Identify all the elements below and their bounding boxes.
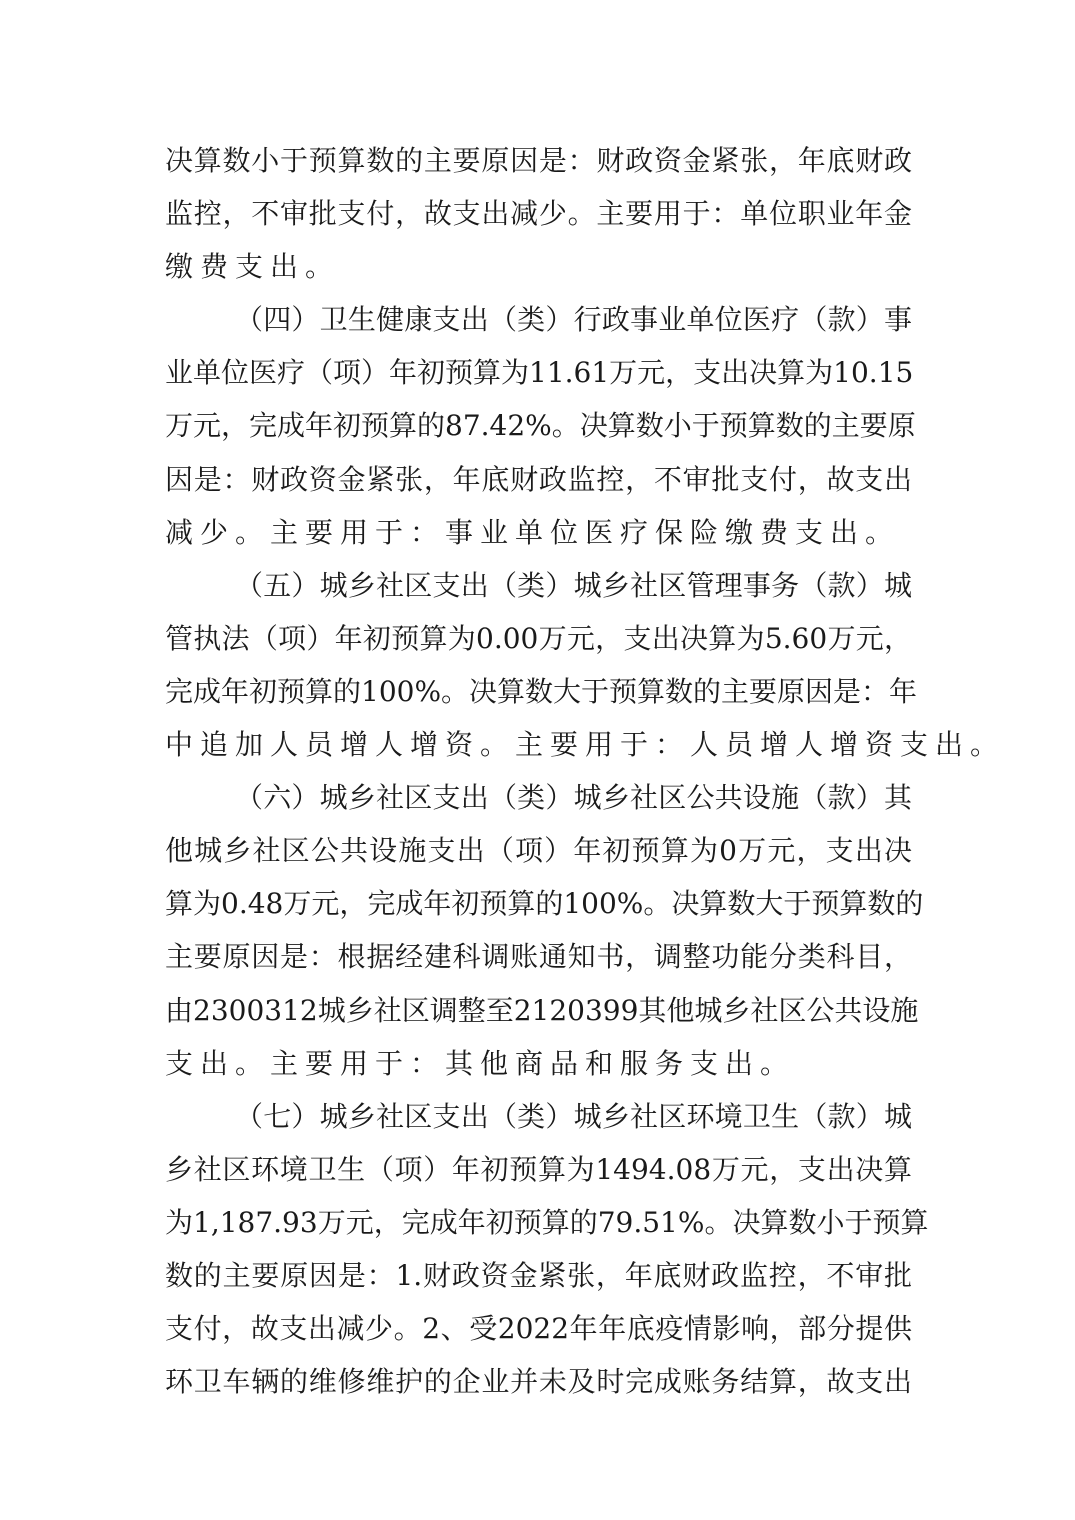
text-line: 算为0.48万元，完成年初预算的100%。决算数大于预算数的 [165, 887, 924, 921]
text-line: 中追加人员增人增资。主要用于：人员增人增资支出。 [165, 728, 1006, 762]
text-line: 减少。主要用于：事业单位医疗保险缴费支出。 [165, 515, 901, 549]
text-line: 环卫车辆的维修维护的企业并未及时完成账务结算，故支出 [165, 1365, 912, 1399]
text-line: 乡社区环境卫生（项）年初预算为1494.08万元，支出决算 [165, 1152, 912, 1186]
text-line: 监控，不审批支付，故支出减少。主要用于：单位职业年金 [165, 197, 912, 231]
text-line: 为1,187.93万元，完成年初预算的79.51%。决算数小于预算 [165, 1205, 929, 1239]
text-line: 决算数小于预算数的主要原因是：财政资金紧张，年底财政 [165, 144, 912, 177]
paragraph-health [165, 293, 916, 558]
text-line: 支出。主要用于：其他商品和服务支出。 [165, 1046, 796, 1080]
paragraph-sanitation [165, 1090, 929, 1409]
text-line: 万元，完成年初预算的87.42%。决算数小于预算数的主要原 [165, 409, 916, 443]
text-line: 由2300312城乡社区调整至2120399其他城乡社区公共设施 [165, 993, 919, 1027]
text-line: （七）城乡社区支出（类）城乡社区环境卫生（款）城 [235, 1099, 912, 1133]
text-line: 主要原因是：根据经建科调账通知书，调整功能分类科目， [165, 940, 912, 974]
paragraph-continuation [165, 134, 912, 293]
document-page [165, 134, 1006, 1408]
text-line: （五）城乡社区支出（类）城乡社区管理事务（款）城 [235, 568, 912, 602]
text-line: 业单位医疗（项）年初预算为11.61万元，支出决算为10.15 [165, 356, 914, 390]
paragraph-public-facilities [165, 771, 924, 1090]
text-line: 数的主要原因是：1.财政资金紧张，年底财政监控，不审批 [165, 1258, 912, 1292]
text-line: 缴费支出。 [165, 250, 341, 284]
text-line: 管执法（项）年初预算为0.00万元，支出决算为5.60万元， [165, 621, 912, 655]
text-line: （四）卫生健康支出（类）行政事业单位医疗（款）事 [235, 303, 912, 337]
text-line: 因是：财政资金紧张，年底财政监控，不审批支付，故支出 [165, 462, 912, 496]
paragraph-urban-management [165, 559, 1006, 771]
text-line: 完成年初预算的100%。决算数大于预算数的主要原因是：年 [165, 674, 918, 708]
text-line: （六）城乡社区支出（类）城乡社区公共设施（款）其 [235, 781, 912, 815]
text-line: 支付，故支出减少。2、受2022年年底疫情影响，部分提供 [165, 1312, 912, 1346]
text-line: 他城乡社区公共设施支出（项）年初预算为0万元，支出决 [165, 834, 912, 868]
